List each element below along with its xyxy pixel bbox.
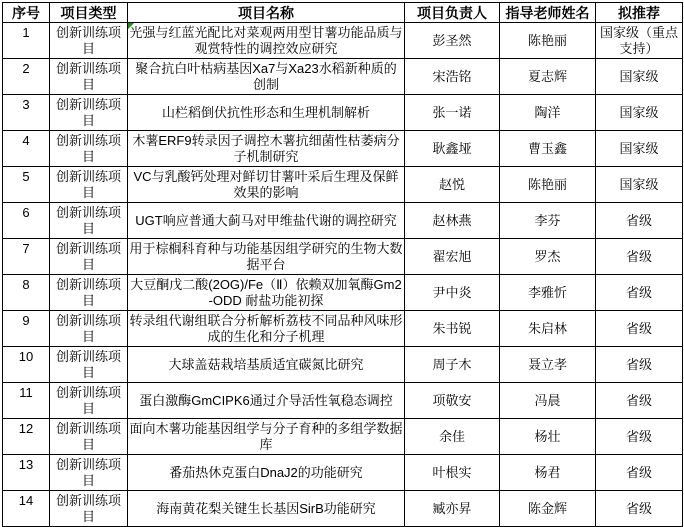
advisor-cell[interactable]: 朱启林 <box>500 311 596 347</box>
project-name-cell[interactable] <box>128 311 405 347</box>
project-name-text: 大球盖菇栽培基质适宜碳氮比研究 <box>168 356 364 372</box>
recommend-level-cell[interactable]: 省级 <box>596 455 683 491</box>
project-type-cell[interactable]: 创新训练项目 <box>50 347 128 383</box>
recommend-level-cell[interactable]: 省级 <box>596 203 683 239</box>
table-row <box>3 347 683 383</box>
project-type-cell[interactable]: 创新训练项目 <box>50 203 128 239</box>
col-header-advisor[interactable]: 指导老师姓名 <box>500 3 596 23</box>
project-type-cell[interactable]: 创新训练项目 <box>50 275 128 311</box>
table-row <box>3 455 683 491</box>
row-number-cell[interactable]: 10 <box>3 347 50 383</box>
recommend-level-cell[interactable]: 省级 <box>596 275 683 311</box>
table-row <box>3 131 683 167</box>
project-name-cell[interactable] <box>128 203 405 239</box>
col-header-leader[interactable]: 项目负责人 <box>405 3 500 23</box>
leader-cell[interactable]: 叶根实 <box>405 455 500 491</box>
leader-cell[interactable]: 耿鑫垭 <box>405 131 500 167</box>
project-name-text: 大豆酮戊二酸(2OG)/Fe（Ⅱ）依赖双加氧酶Gm2-ODD 耐盐功能初探 <box>130 276 402 308</box>
table-row <box>3 59 683 95</box>
row-number-cell[interactable]: 4 <box>3 131 50 167</box>
row-number-cell[interactable]: 7 <box>3 239 50 275</box>
cell-flag-icon <box>128 23 134 29</box>
recommend-level-cell[interactable]: 省级 <box>596 347 683 383</box>
leader-cell[interactable]: 翟宏旭 <box>405 239 500 275</box>
project-name-text: 海南黄花梨关键生长基因SirB功能研究 <box>156 500 376 516</box>
project-type-cell[interactable]: 创新训练项目 <box>50 167 128 203</box>
row-number-cell[interactable]: 1 <box>3 23 50 59</box>
advisor-cell[interactable]: 李芬 <box>500 203 596 239</box>
row-number-cell[interactable]: 9 <box>3 311 50 347</box>
table-row <box>3 239 683 275</box>
table-row <box>3 383 683 419</box>
projects-table <box>2 2 683 527</box>
row-number-cell[interactable]: 13 <box>3 455 50 491</box>
table-row <box>3 275 683 311</box>
project-type-cell[interactable]: 创新训练项目 <box>50 419 128 455</box>
project-name-cell[interactable] <box>128 167 405 203</box>
row-number-cell[interactable]: 3 <box>3 95 50 131</box>
advisor-cell[interactable]: 冯晨 <box>500 383 596 419</box>
project-name-text: 面向木薯功能基因组学与分子育种的多组学数据库 <box>129 420 403 452</box>
table-row <box>3 95 683 131</box>
row-number-cell[interactable]: 6 <box>3 203 50 239</box>
advisor-cell[interactable]: 曹玉鑫 <box>500 131 596 167</box>
leader-cell[interactable]: 朱书锐 <box>405 311 500 347</box>
table-row <box>3 203 683 239</box>
leader-cell[interactable]: 赵林燕 <box>405 203 500 239</box>
table-row <box>3 167 683 203</box>
project-name-text: 蛋白激酶GmCIPK6通过介导活性氧稳态调控 <box>139 392 393 408</box>
advisor-cell[interactable]: 杨君 <box>500 455 596 491</box>
leader-cell[interactable]: 余佳 <box>405 419 500 455</box>
recommend-level-cell[interactable]: 国家级（重点支持） <box>596 23 683 59</box>
project-type-cell[interactable]: 创新训练项目 <box>50 239 128 275</box>
col-header-type[interactable]: 项目类型 <box>50 3 128 23</box>
advisor-cell[interactable]: 陈艳丽 <box>500 23 596 59</box>
project-type-cell[interactable]: 创新训练项目 <box>50 311 128 347</box>
project-name-cell[interactable] <box>128 347 405 383</box>
project-name-cell[interactable] <box>128 491 405 527</box>
advisor-cell[interactable]: 陈艳丽 <box>500 167 596 203</box>
project-name-cell[interactable] <box>128 59 405 95</box>
recommend-level-cell[interactable]: 省级 <box>596 311 683 347</box>
project-name-cell[interactable] <box>128 239 405 275</box>
project-name-cell[interactable] <box>128 419 405 455</box>
col-header-number[interactable]: 序号 <box>3 3 50 23</box>
project-name-cell[interactable] <box>128 383 405 419</box>
project-name-cell[interactable] <box>128 23 405 59</box>
advisor-cell[interactable]: 夏志辉 <box>500 59 596 95</box>
project-type-cell[interactable]: 创新训练项目 <box>50 491 128 527</box>
recommend-level-cell[interactable]: 国家级 <box>596 131 683 167</box>
project-name-text: 转录组代谢组联合分析解析荔枝不同品种风味形成的生化和分子机理 <box>129 312 403 344</box>
leader-cell[interactable]: 赵悦 <box>405 167 500 203</box>
leader-cell[interactable]: 尹中炎 <box>405 275 500 311</box>
project-type-cell[interactable]: 创新训练项目 <box>50 131 128 167</box>
project-name-text: 木薯ERF9转录因子调控木薯抗细菌性枯萎病分子机制研究 <box>132 132 400 164</box>
advisor-cell[interactable]: 聂立孝 <box>500 347 596 383</box>
recommend-level-cell[interactable]: 省级 <box>596 383 683 419</box>
project-name-text: 用于棕榈科育种与功能基因组学研究的生物大数据平台 <box>129 240 403 272</box>
table-row <box>3 311 683 347</box>
project-name-text: 聚合抗白叶枯病基因Xa7与Xa23水稻新种质的创制 <box>135 60 397 92</box>
recommend-level-cell[interactable]: 国家级 <box>596 167 683 203</box>
project-type-cell[interactable]: 创新训练项目 <box>50 455 128 491</box>
row-number-cell[interactable]: 14 <box>3 491 50 527</box>
recommend-level-cell[interactable]: 省级 <box>596 239 683 275</box>
recommend-level-cell[interactable]: 国家级 <box>596 59 683 95</box>
row-number-cell[interactable]: 12 <box>3 419 50 455</box>
recommend-level-cell[interactable]: 国家级 <box>596 95 683 131</box>
row-number-cell[interactable]: 8 <box>3 275 50 311</box>
leader-cell[interactable]: 彭圣然 <box>405 23 500 59</box>
recommend-level-cell[interactable]: 省级 <box>596 491 683 527</box>
advisor-cell[interactable]: 陈金辉 <box>500 491 596 527</box>
project-type-cell[interactable]: 创新训练项目 <box>50 23 128 59</box>
row-number-cell[interactable]: 2 <box>3 59 50 95</box>
table-row <box>3 419 683 455</box>
advisor-cell[interactable]: 杨壮 <box>500 419 596 455</box>
row-number-cell[interactable]: 5 <box>3 167 50 203</box>
leader-cell[interactable]: 项敬安 <box>405 383 500 419</box>
advisor-cell[interactable]: 罗杰 <box>500 239 596 275</box>
project-name-cell[interactable] <box>128 95 405 131</box>
table-body <box>3 23 683 527</box>
leader-cell[interactable]: 臧亦昇 <box>405 491 500 527</box>
advisor-cell[interactable]: 陶洋 <box>500 95 596 131</box>
project-name-text: UGT响应普通大蓟马对甲维盐代谢的调控研究 <box>135 212 397 228</box>
advisor-cell[interactable]: 李雅忻 <box>500 275 596 311</box>
project-name-cell[interactable] <box>128 275 405 311</box>
project-type-cell[interactable]: 创新训练项目 <box>50 383 128 419</box>
header-row <box>3 3 683 23</box>
recommend-level-cell[interactable]: 省级 <box>596 419 683 455</box>
table-row <box>3 23 683 59</box>
leader-cell[interactable]: 周子木 <box>405 347 500 383</box>
project-name-text: 番茄热休克蛋白DnaJ2的功能研究 <box>169 464 363 480</box>
col-header-recommend[interactable]: 拟推荐 <box>596 3 683 23</box>
project-name-cell[interactable] <box>128 131 405 167</box>
table-row <box>3 491 683 527</box>
col-header-name[interactable]: 项目名称 <box>128 3 405 23</box>
project-type-cell[interactable]: 创新训练项目 <box>50 59 128 95</box>
leader-cell[interactable]: 张一诺 <box>405 95 500 131</box>
leader-cell[interactable]: 宋浩铭 <box>405 59 500 95</box>
project-name-cell[interactable] <box>128 455 405 491</box>
project-name-text: 山栏稻倒伏抗性形态和生理机制解析 <box>161 104 370 120</box>
project-name-text: 光强与红蓝光配比对菜观两用型甘薯功能品质与观赏特性的调控效应研究 <box>129 24 403 56</box>
project-name-text: VC与乳酸钙处理对鲜切甘薯叶采后生理及保鲜效果的影响 <box>133 168 399 200</box>
project-type-cell[interactable]: 创新训练项目 <box>50 95 128 131</box>
row-number-cell[interactable]: 11 <box>3 383 50 419</box>
